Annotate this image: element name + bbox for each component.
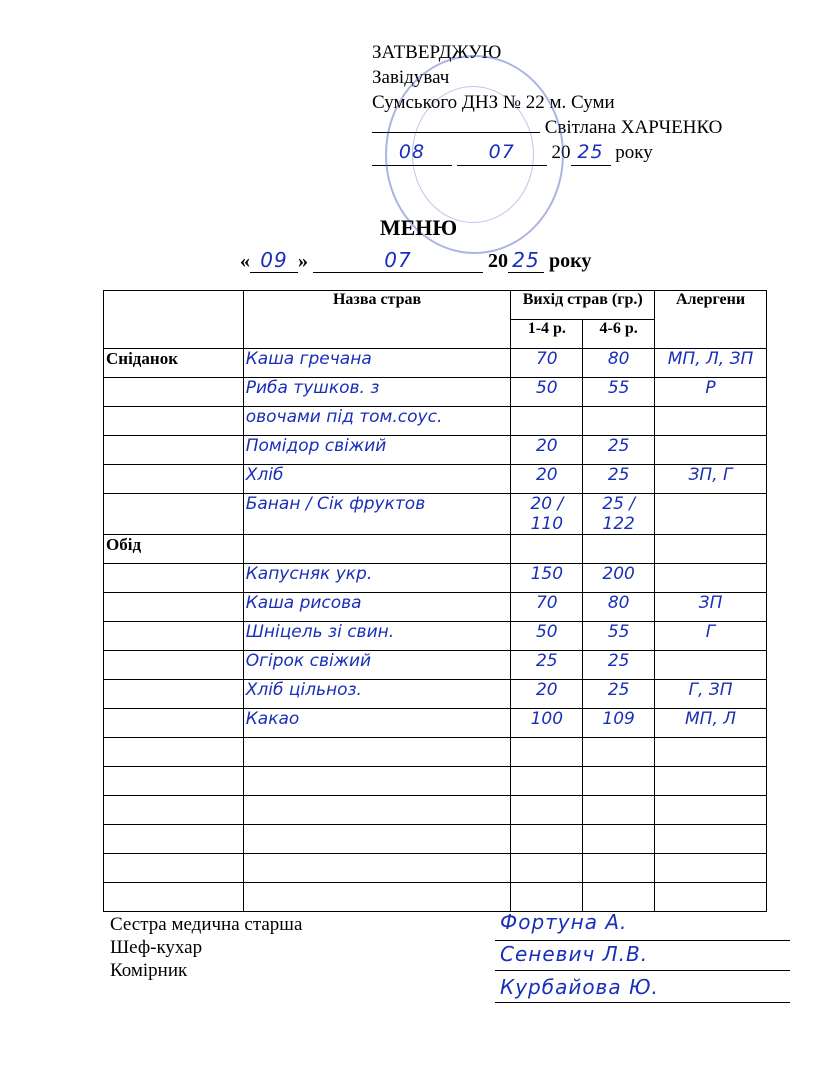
output-1-4-cell: 70: [511, 593, 583, 622]
menu-date: « 09 » 07 20 25 року: [240, 248, 592, 272]
dish-cell: Риба тушков. з: [243, 378, 511, 407]
meal-cell: [104, 825, 244, 854]
dish-cell: Помідор свіжий: [243, 436, 511, 465]
signature-line-3: [495, 1002, 790, 1003]
allergens-cell: [655, 494, 767, 535]
output-4-6-cell: [583, 767, 655, 796]
table-row: [104, 796, 767, 825]
output-1-4-cell: 50: [511, 622, 583, 651]
dish-cell: Хліб: [243, 465, 511, 494]
meal-cell: [104, 883, 244, 912]
meal-cell: Сніданок: [104, 349, 244, 378]
menu-day: 09: [250, 248, 298, 273]
output-4-6-cell: 55: [583, 622, 655, 651]
table-row: [104, 854, 767, 883]
dish-cell: Каша гречана: [243, 349, 511, 378]
table-row: [104, 465, 767, 494]
output-4-6-cell: 80: [583, 349, 655, 378]
meal-cell: [104, 854, 244, 883]
allergens-cell: [655, 436, 767, 465]
output-4-6-cell: 200: [583, 564, 655, 593]
meal-cell: Обід: [104, 535, 244, 564]
meal-cell: [104, 738, 244, 767]
allergens-cell: МП, Л: [655, 709, 767, 738]
approval-month: 07: [457, 140, 547, 166]
output-1-4-cell: [511, 796, 583, 825]
output-4-6-cell: [583, 535, 655, 564]
dish-cell: [243, 883, 511, 912]
dish-cell: [243, 825, 511, 854]
output-1-4-cell: 100: [511, 709, 583, 738]
meal-cell: [104, 407, 244, 436]
approval-day: 08: [372, 140, 452, 166]
dish-cell: Какао: [243, 709, 511, 738]
output-4-6-cell: [583, 738, 655, 767]
output-4-6-cell: [583, 796, 655, 825]
output-1-4-cell: [511, 854, 583, 883]
meal-cell: [104, 767, 244, 796]
output-1-4-cell: [511, 535, 583, 564]
official-stamp-inner-ring: [412, 86, 534, 223]
signature-name-nurse: Фортуна А.: [500, 910, 628, 934]
dish-cell: овочами під том.соус.: [243, 407, 511, 436]
table-row: [104, 651, 767, 680]
dish-cell: [243, 738, 511, 767]
approval-year: 25: [571, 140, 611, 166]
approval-position: Завідувач: [372, 67, 450, 88]
meal-cell: [104, 564, 244, 593]
meal-cell: [104, 378, 244, 407]
menu-month: 07: [313, 248, 483, 273]
header-age-1-4: 1-4 р.: [511, 320, 583, 349]
allergens-cell: [655, 767, 767, 796]
output-4-6-cell: 55: [583, 378, 655, 407]
dish-cell: Банан / Сік фруктов: [243, 494, 511, 535]
output-4-6-cell: [583, 883, 655, 912]
output-4-6-cell: 109: [583, 709, 655, 738]
table-row: [104, 564, 767, 593]
table-header-row: [104, 291, 767, 320]
meal-cell: [104, 651, 244, 680]
allergens-cell: [655, 854, 767, 883]
header-allergens: Алергени: [655, 291, 767, 349]
output-1-4-cell: [511, 825, 583, 854]
output-1-4-cell: 20: [511, 436, 583, 465]
allergens-cell: [655, 564, 767, 593]
header-age-4-6: 4-6 р.: [583, 320, 655, 349]
approval-heading: ЗАТВЕРДЖУЮ: [372, 42, 502, 63]
menu-table: [103, 290, 767, 912]
table-row: [104, 535, 767, 564]
table-row: [104, 593, 767, 622]
meal-cell: [104, 709, 244, 738]
director-name: Світлана ХАРЧЕНКО: [544, 117, 723, 138]
output-4-6-cell: 25 / 122: [583, 494, 655, 535]
signature-role-storekeeper: Комірник: [110, 960, 188, 981]
output-1-4-cell: 20 / 110: [511, 494, 583, 535]
output-4-6-cell: [583, 407, 655, 436]
signature-line-1: [495, 940, 790, 941]
output-1-4-cell: 70: [511, 349, 583, 378]
dish-cell: Шніцель зі свин.: [243, 622, 511, 651]
meal-cell: [104, 593, 244, 622]
menu-table-body: [104, 349, 767, 912]
allergens-cell: [655, 535, 767, 564]
dish-cell: Хліб цільноз.: [243, 680, 511, 709]
output-4-6-cell: 80: [583, 593, 655, 622]
page-title: МЕНЮ: [379, 215, 458, 240]
signature-role-chef: Шеф-кухар: [110, 937, 203, 958]
allergens-cell: [655, 796, 767, 825]
table-row: [104, 622, 767, 651]
output-1-4-cell: [511, 767, 583, 796]
dish-cell: Каша рисова: [243, 593, 511, 622]
dish-cell: [243, 854, 511, 883]
dish-cell: Огірок свіжий: [243, 651, 511, 680]
signature-name-chef: Сеневич Л.В.: [500, 942, 649, 966]
signature-line-2: [495, 970, 790, 971]
approval-date: 08 07 20 25 року: [372, 140, 722, 166]
output-4-6-cell: 25: [583, 465, 655, 494]
output-1-4-cell: 150: [511, 564, 583, 593]
table-row: [104, 349, 767, 378]
output-4-6-cell: 25: [583, 680, 655, 709]
table-row: [104, 709, 767, 738]
output-1-4-cell: 20: [511, 465, 583, 494]
meal-cell: [104, 680, 244, 709]
output-1-4-cell: [511, 407, 583, 436]
table-row: [104, 407, 767, 436]
output-1-4-cell: [511, 738, 583, 767]
output-1-4-cell: 25: [511, 651, 583, 680]
header-meal: [104, 291, 244, 349]
dish-cell: [243, 796, 511, 825]
output-4-6-cell: 25: [583, 651, 655, 680]
table-row: [104, 680, 767, 709]
header-output: Вихід страв (гр.): [511, 291, 655, 320]
signature-name-storekeeper: Курбайова Ю.: [500, 975, 659, 999]
table-row: [104, 825, 767, 854]
output-1-4-cell: 20: [511, 680, 583, 709]
meal-cell: [104, 796, 244, 825]
meal-cell: [104, 465, 244, 494]
allergens-cell: Г, ЗП: [655, 680, 767, 709]
table-row: [104, 767, 767, 796]
output-4-6-cell: 25: [583, 436, 655, 465]
meal-cell: [104, 622, 244, 651]
output-4-6-cell: [583, 825, 655, 854]
dish-cell: [243, 535, 511, 564]
dish-cell: [243, 767, 511, 796]
allergens-cell: [655, 738, 767, 767]
table-row: [104, 494, 767, 535]
allergens-cell: [655, 651, 767, 680]
meal-cell: [104, 494, 244, 535]
header-dish-name: Назва страв: [243, 291, 511, 349]
allergens-cell: [655, 825, 767, 854]
signature-role-nurse: Сестра медична старша: [110, 914, 303, 935]
table-row: [104, 883, 767, 912]
allergens-cell: [655, 883, 767, 912]
menu-year: 25: [508, 248, 544, 273]
table-row: [104, 738, 767, 767]
output-1-4-cell: [511, 883, 583, 912]
allergens-cell: МП, Л, ЗП: [655, 349, 767, 378]
output-4-6-cell: [583, 854, 655, 883]
allergens-cell: Г: [655, 622, 767, 651]
allergens-cell: ЗП: [655, 593, 767, 622]
table-row: [104, 436, 767, 465]
allergens-cell: ЗП, Г: [655, 465, 767, 494]
allergens-cell: Р: [655, 378, 767, 407]
approval-institution: Сумського ДНЗ № 22 м. Суми: [372, 92, 615, 113]
output-1-4-cell: 50: [511, 378, 583, 407]
table-row: [104, 378, 767, 407]
dish-cell: Капусняк укр.: [243, 564, 511, 593]
allergens-cell: [655, 407, 767, 436]
meal-cell: [104, 436, 244, 465]
